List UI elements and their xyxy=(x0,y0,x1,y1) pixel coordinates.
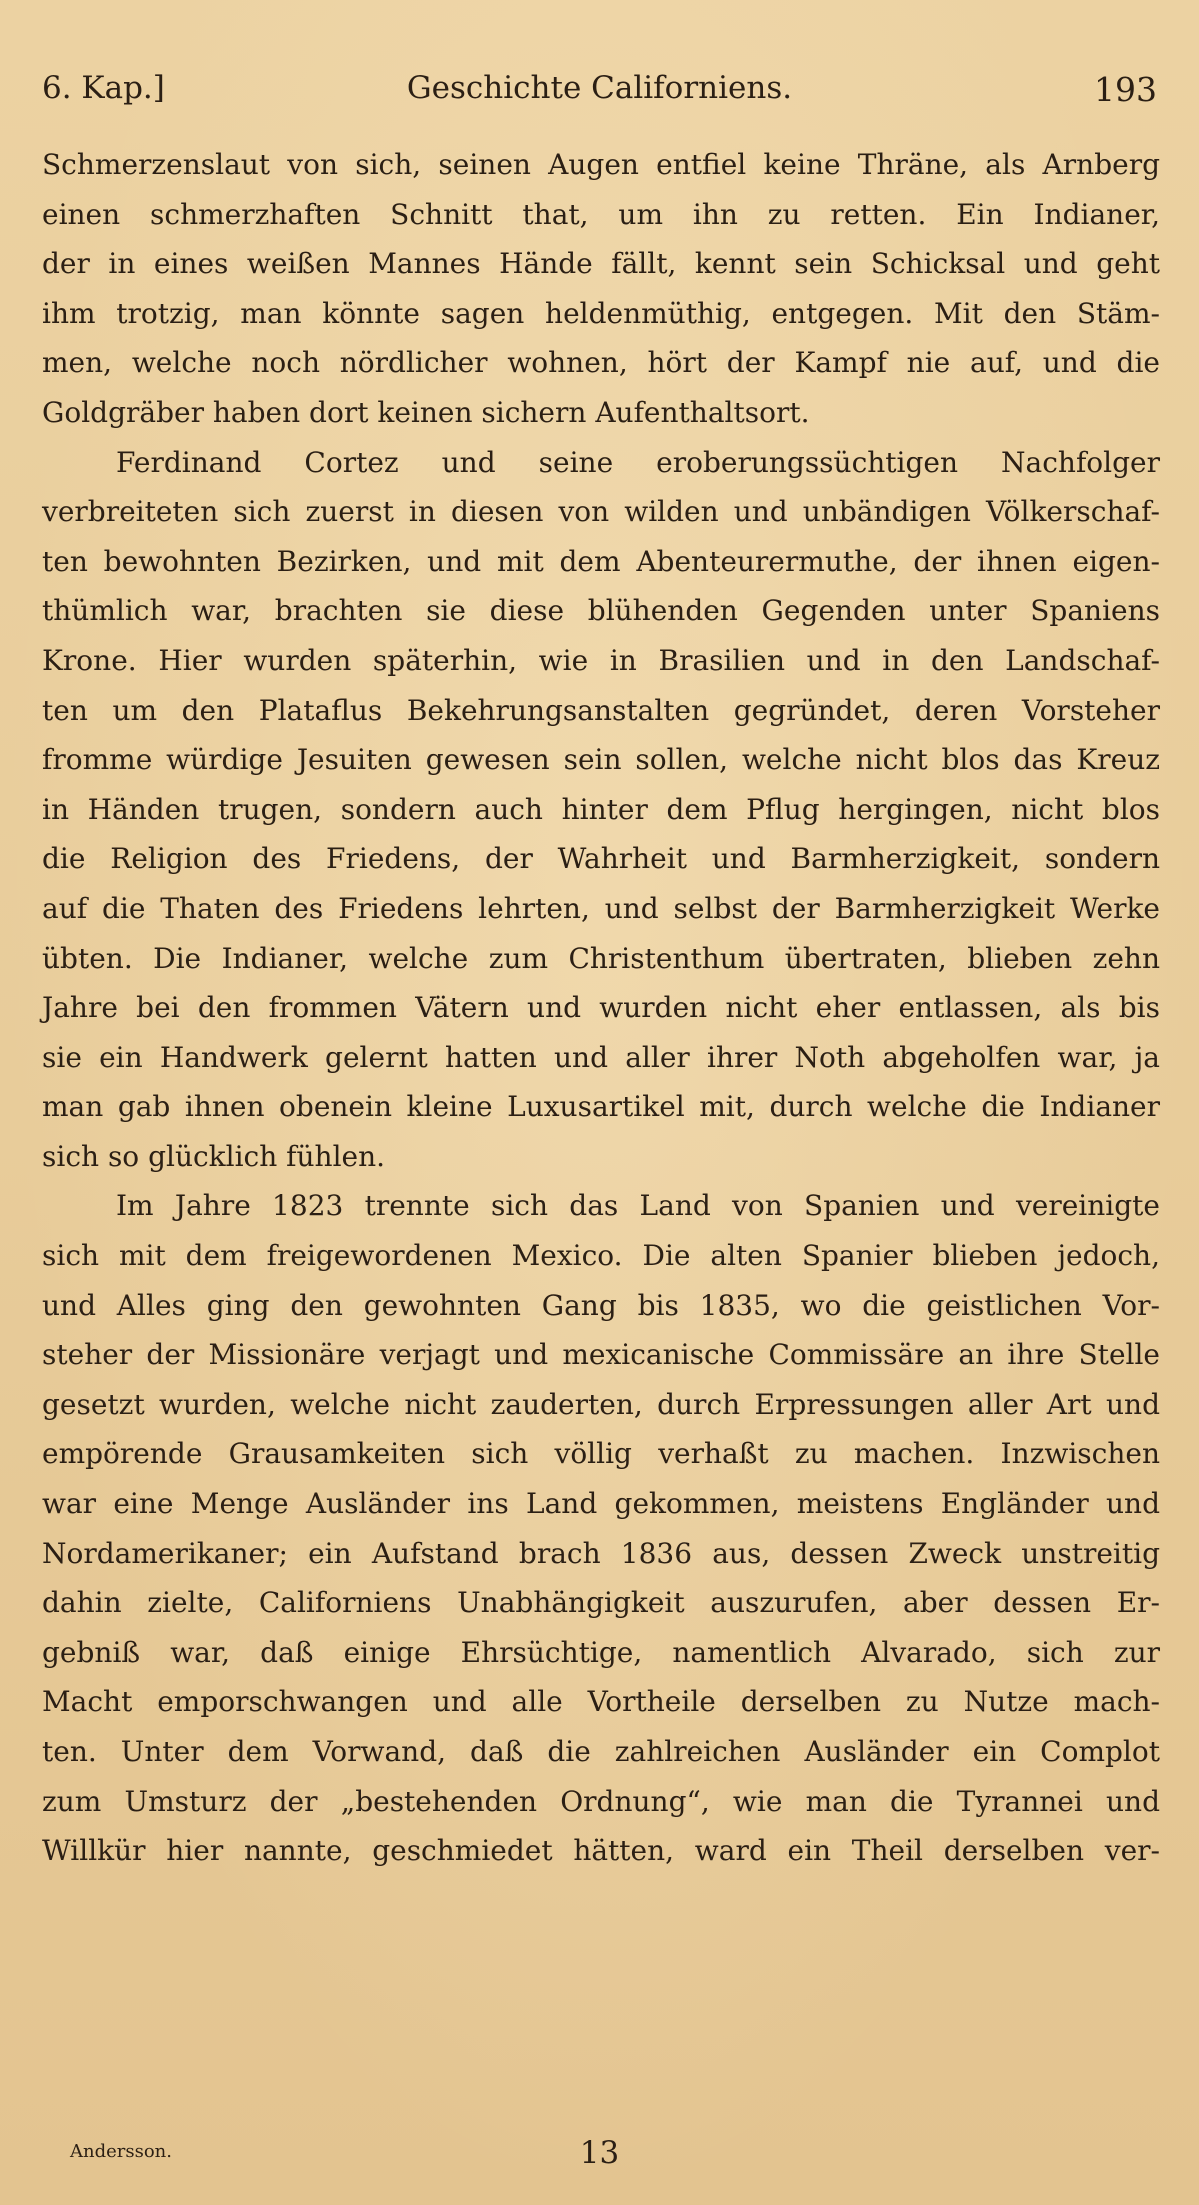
chapter-label: 6. Kap.] xyxy=(42,70,165,106)
text-line: Jahre bei den frommen Vätern und wurden nicht eher entlassen, als bis xyxy=(42,991,1160,1025)
sheet-number: 13 xyxy=(579,2135,620,2171)
text-line: auf die Thaten des Friedens lehrten, und selbst der Barmherzigkeit Werke xyxy=(42,891,1160,925)
text-line: gebniß war, daß einige Ehrsüchtige, namentlich Alvarado, sich zur xyxy=(42,1635,1160,1669)
text-line: ten. Unter dem Vorwand, daß die zahlreichen Ausländer ein Complot xyxy=(42,1735,1160,1768)
text-line: der in eines weißen Mannes Hände fällt, kennt sein Schicksal und geht xyxy=(42,247,1160,281)
text-line: men, welche noch nördlicher wohnen, hört der Kampf nie auf, und die xyxy=(42,346,1160,380)
body-text xyxy=(42,140,1160,1876)
text-line: gesetzt wurden, welche nicht zauderten, durch Erpressungen aller Art und xyxy=(42,1387,1160,1421)
text-line: in Händen trugen, sondern auch hinter dem Pflug hergingen, nicht blos xyxy=(42,792,1160,826)
page-footer xyxy=(42,2135,1157,2175)
page-number: 193 xyxy=(1094,70,1157,109)
printer-signature: Andersson. xyxy=(70,2141,172,2162)
text-line: thümlich war, brachten sie diese blühenden Gegenden unter Spaniens xyxy=(42,594,1160,628)
text-line: ten um den Plataflus Bekehrungsanstalten gegründet, deren Vorsteher xyxy=(42,693,1160,727)
running-title: Geschichte Californiens. xyxy=(406,70,793,106)
text-line: Ferdinand Cortez und seine eroberungssüchtigen Nachfolger xyxy=(116,445,1160,479)
text-line: dahin zielte, Californiens Unabhängigkeit auszurufen, aber dessen Er- xyxy=(42,1586,1160,1620)
text-line: verbreiteten sich zuerst in diesen von wilden und unbändigen Völkerschaf- xyxy=(42,495,1160,529)
text-line: Nordamerikaner; ein Aufstand brach 1836 aus, dessen Zweck unstreitig xyxy=(42,1536,1160,1570)
text-line: war eine Menge Ausländer ins Land gekommen, meistens Engländer und xyxy=(42,1487,1160,1521)
text-line: übten. Die Indianer, welche zum Christenthum übertraten, blieben zehn xyxy=(42,941,1160,975)
text-line: empörende Grausamkeiten sich völlig verhaßt zu machen. Inzwischen xyxy=(42,1437,1160,1471)
text-line: einen schmerzhaften Schnitt that, um ihn zu retten. Ein Indianer, xyxy=(42,197,1160,231)
text-line: und Alles ging den gewohnten Gang bis 1835, wo die geistlichen Vor- xyxy=(42,1288,1160,1322)
running-header xyxy=(42,70,1157,120)
text-line: man gab ihnen obenein kleine Luxusartikel mit, durch welche die Indianer xyxy=(42,1090,1160,1124)
text-line: Krone. Hier wurden späterhin, wie in Brasilien und in den Landschaf- xyxy=(42,643,1160,677)
text-line: Im Jahre 1823 trennte sich das Land von Spanien und vereinigte xyxy=(116,1189,1160,1223)
text-line: Willkür hier nannte, geschmiedet hätten, ward ein Theil derselben ver- xyxy=(42,1834,1160,1868)
text-line: zum Umsturz der „bestehenden Ordnung“, wie man die Tyrannei und xyxy=(42,1784,1160,1818)
text-line: ihm trotzig, man könnte sagen heldenmüthig, entgegen. Mit den Stäm- xyxy=(42,296,1160,330)
text-line: Schmerzenslaut von sich, seinen Augen entfiel keine Thräne, als Arnberg xyxy=(42,148,1160,181)
text-line: ten bewohnten Bezirken, und mit dem Abenteurermuthe, der ihnen eigen- xyxy=(42,544,1160,578)
text-line: die Religion des Friedens, der Wahrheit und Barmherzigkeit, sondern xyxy=(42,842,1160,876)
text-line: sich so glücklich fühlen. xyxy=(42,1139,386,1173)
text-line: sie ein Handwerk gelernt hatten und aller ihrer Noth abgeholfen war, ja xyxy=(42,1040,1160,1074)
text-line: steher der Missionäre verjagt und mexicanische Commissäre an ihre Stelle xyxy=(42,1338,1160,1372)
text-line: Goldgräber haben dort keinen sichern Aufenthaltsort. xyxy=(42,395,810,429)
text-line: fromme würdige Jesuiten gewesen sein sollen, welche nicht blos das Kreuz xyxy=(42,743,1160,777)
text-line: Macht emporschwangen und alle Vortheile derselben zu Nutze mach- xyxy=(42,1685,1160,1719)
text-line: sich mit dem freigewordenen Mexico. Die alten Spanier blieben jedoch, xyxy=(42,1239,1160,1273)
